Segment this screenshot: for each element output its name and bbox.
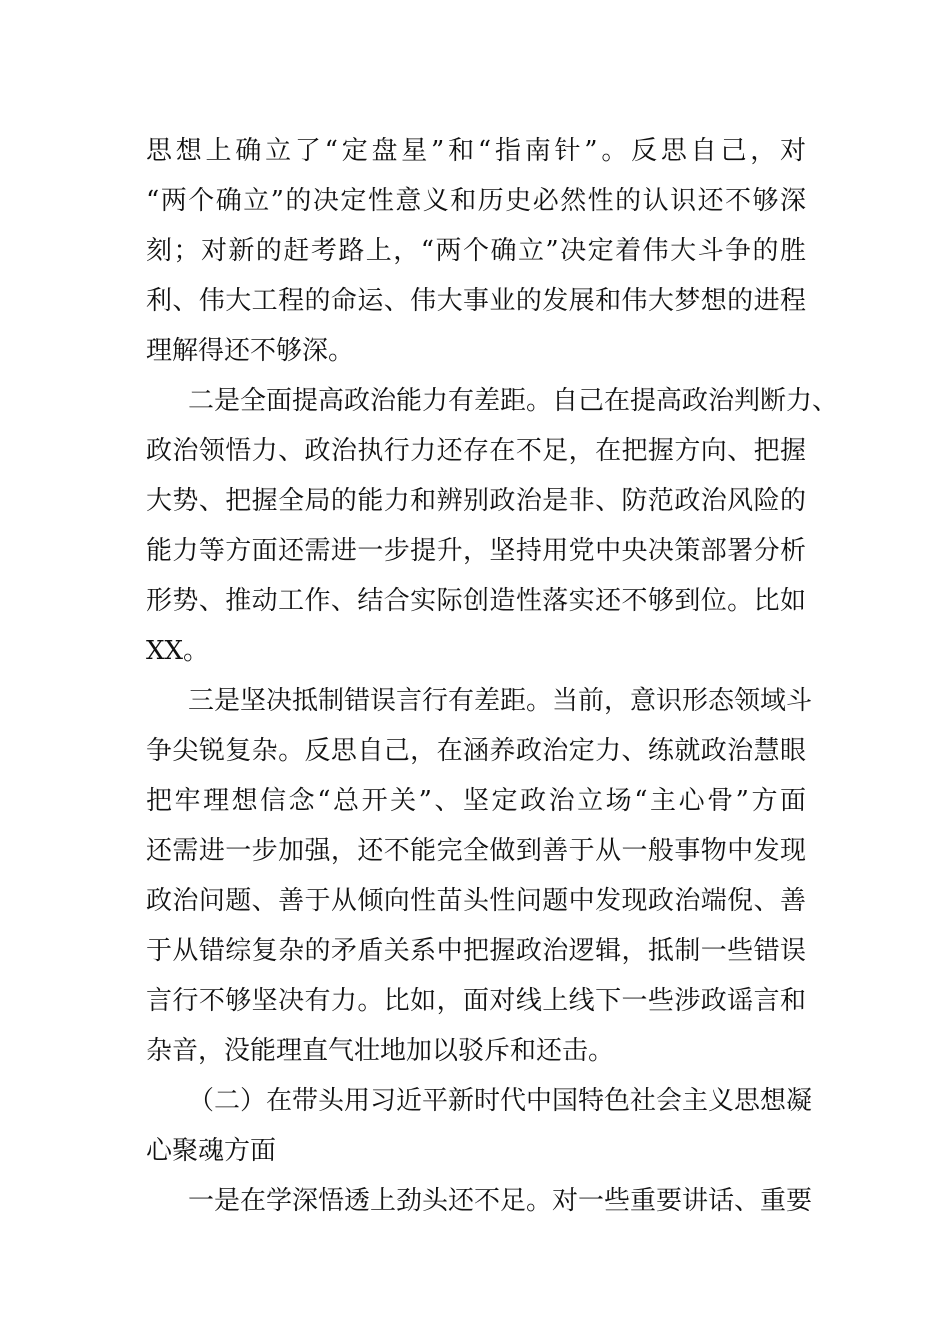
- text-line: “两个确立”的决定性意义和历史必然性的认识还不够深: [146, 186, 806, 216]
- text-line: 把牢理想信念“总开关”、坚定政治立场“主心骨”方面: [146, 786, 806, 816]
- text-line: 刻；对新的赶考路上，“两个确立”决定着伟大斗争的胜: [146, 236, 806, 266]
- paragraph-heading-line: 一是在学深悟透上劲头还不足。对一些重要讲话、重要: [188, 1186, 813, 1216]
- text-line: 政治领悟力、政治执行力还存在不足，在把握方向、把握: [146, 436, 806, 466]
- text-line: 利、伟大工程的命运、伟大事业的发展和伟大梦想的进程: [146, 286, 806, 316]
- text-line: 理解得还不够深。: [146, 336, 355, 366]
- text-line: 政治问题、善于从倾向性苗头性问题中发现政治端倪、善: [146, 886, 806, 916]
- section-heading-line: （二）在带头用习近平新时代中国特色社会主义思想凝: [188, 1086, 813, 1116]
- section-heading-line: 心聚魂方面: [146, 1136, 277, 1166]
- text-line: 大势、把握全局的能力和辨别政治是非、防范政治风险的: [146, 486, 806, 516]
- text-line: 于从错综复杂的矛盾关系中把握政治逻辑，抵制一些错误: [146, 936, 806, 966]
- text-line: 杂音，没能理直气壮地加以驳斥和还击。: [146, 1036, 615, 1066]
- text-line: 言行不够坚决有力。比如，面对线上线下一些涉政谣言和: [146, 986, 806, 1016]
- text-line: 还需进一步加强，还不能完全做到善于从一般事物中发现: [146, 836, 806, 866]
- text-line: 争尖锐复杂。反思自己，在涵养政治定力、练就政治慧眼: [146, 736, 806, 766]
- text-line: 形势、推动工作、结合实际创造性落实还不够到位。比如: [146, 586, 806, 616]
- text-line: XX。: [146, 636, 210, 666]
- text-line: 能力等方面还需进一步提升，坚持用党中央决策部署分析: [146, 536, 806, 566]
- paragraph-heading-line: 三是坚决抵制错误言行有差距。当前，意识形态领域斗: [188, 686, 813, 716]
- text-line: 思想上确立了“定盘星”和“指南针”。反思自己，对: [146, 136, 806, 166]
- paragraph-heading-line: 二是全面提高政治能力有差距。自己在提高政治判断力、: [188, 386, 839, 416]
- document-body: [146, 126, 839, 1226]
